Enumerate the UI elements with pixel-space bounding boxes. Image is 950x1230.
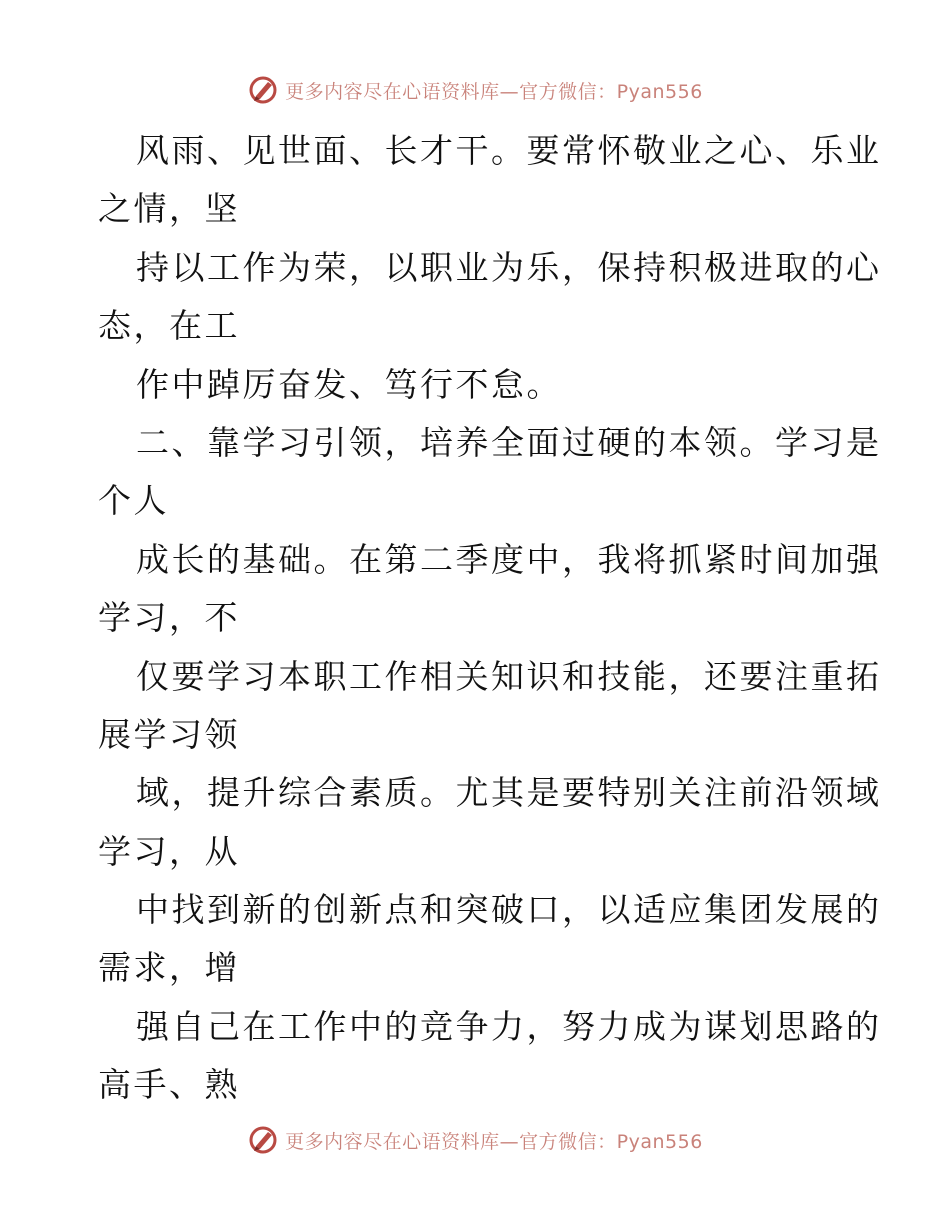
text-line: 个人 bbox=[98, 481, 169, 521]
text-line: 高手、熟 bbox=[98, 1065, 240, 1105]
text-line: 学习，从 bbox=[98, 831, 240, 871]
text-line: 强自己在工作中的竞争力，努力成为谋划思路的 bbox=[136, 1006, 882, 1046]
document-body bbox=[98, 122, 882, 1115]
text-line: 持以工作为荣，以职业为乐，保持积极进取的心 bbox=[136, 247, 882, 287]
text-line: 风雨、见世面、长才干。要常怀敬业之心、乐业 bbox=[136, 131, 882, 170]
footer-banner bbox=[0, 1120, 950, 1160]
text-line: 域，提升综合素质。尤其是要特别关注前沿领域 bbox=[136, 773, 882, 813]
footer-banner-text: 更多内容尽在心语资料库—官方微信：Pyan556 bbox=[285, 1130, 703, 1153]
text-line: 学习，不 bbox=[98, 598, 240, 638]
text-line: 之情，坚 bbox=[98, 189, 240, 229]
header-banner bbox=[0, 70, 950, 110]
text-line: 态，在工 bbox=[98, 306, 240, 346]
text-line: 成长的基础。在第二季度中，我将抓紧时间加强 bbox=[136, 539, 882, 579]
pen-in-circle-logo-icon bbox=[247, 74, 279, 106]
pen-in-circle-logo-icon bbox=[247, 1124, 279, 1156]
text-line: 需求，增 bbox=[98, 948, 240, 988]
text-line: 二、靠学习引领，培养全面过硬的本领。学习是 bbox=[136, 422, 882, 462]
header-banner-text: 更多内容尽在心语资料库—官方微信：Pyan556 bbox=[285, 80, 703, 103]
text-line: 作中踔厉奋发、笃行不怠。 bbox=[136, 364, 562, 404]
text-line: 展学习领 bbox=[98, 714, 240, 754]
text-line: 中找到新的创新点和突破口，以适应集团发展的 bbox=[136, 890, 882, 930]
text-line: 仅要学习本职工作相关知识和技能，还要注重拓 bbox=[136, 656, 882, 696]
